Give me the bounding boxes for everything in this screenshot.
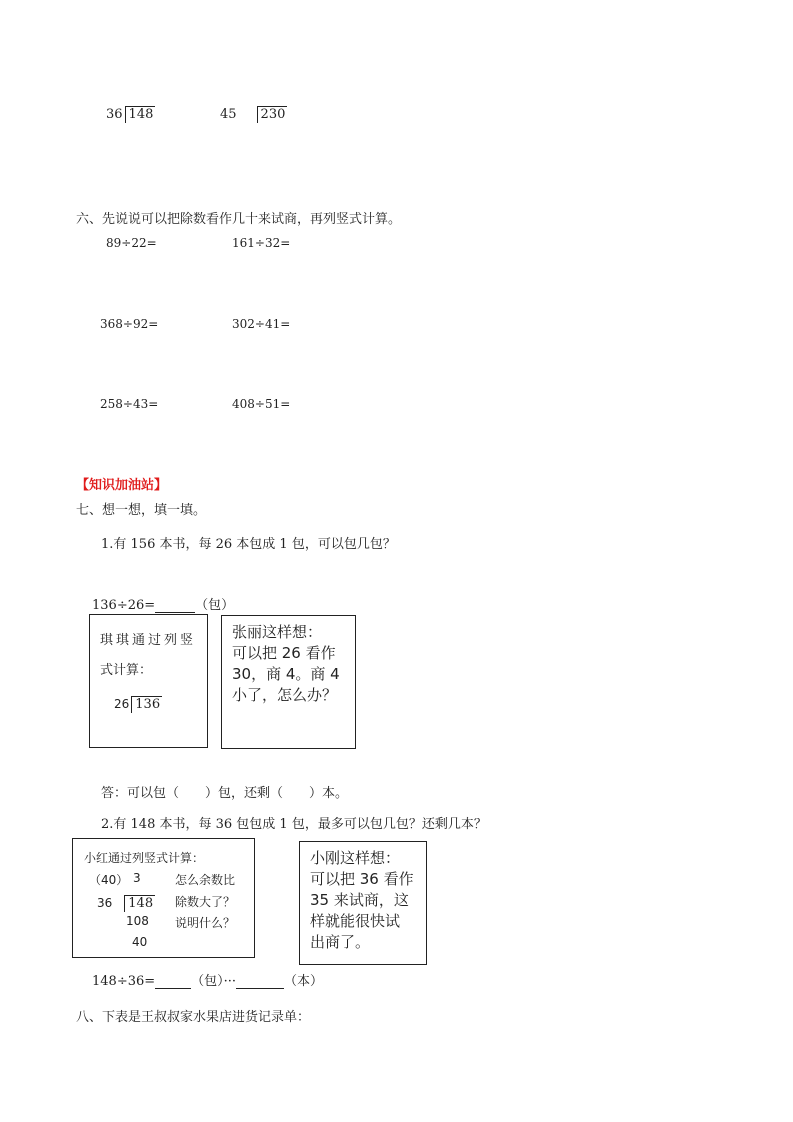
dividend: 148: [125, 106, 156, 123]
divisor: 45: [220, 107, 237, 122]
problem: 258÷43=: [100, 397, 159, 411]
long-division-2: [220, 106, 287, 123]
answer-blank-packs[interactable]: [155, 974, 191, 989]
long-division-1: [106, 106, 155, 123]
question-line: 除数大了？: [175, 895, 236, 909]
question-line: 说明什么？: [175, 916, 236, 930]
q1-text: 1.有 156 本书，每 26 本包成 1 包，可以包几包？: [101, 537, 396, 552]
section8-heading: 八、下表是王叔叔家水果店进货记录单：: [76, 1010, 311, 1025]
xiaogang-line: 可以把 36 看作: [310, 870, 414, 888]
estimate: （40）: [89, 873, 129, 887]
zhangli-line: 可以把 26 看作: [232, 644, 336, 662]
section7-heading: 七、想一想，填一填。: [76, 503, 207, 518]
q2-equation-line: [92, 970, 323, 989]
dividend: 230: [257, 106, 288, 123]
zhangli-line: 小了，怎么办？: [232, 686, 338, 704]
xiaogang-line: 35 来试商，这: [310, 891, 409, 909]
dividend: 136: [131, 696, 162, 713]
section6-heading: 六、先说说可以把除数看作几十来试商，再列竖式计算。: [76, 212, 402, 227]
q2-text: 2.有 148 本书，每 36 包包成 1 包，最多可以包几包？还剩几本？: [101, 817, 487, 832]
product: 108: [126, 914, 149, 928]
zhangli-line: 张丽这样想：: [232, 623, 323, 641]
quotient: 3: [133, 871, 141, 885]
q1-answer: 答：可以包（ ）包，还剩（ ）本。: [101, 786, 349, 801]
problem: 302÷41=: [232, 317, 291, 331]
problem: 89÷22=: [106, 236, 157, 250]
problem: 368÷92=: [100, 317, 159, 331]
unit: （本）: [284, 974, 324, 989]
xiaohong-long-division: [97, 892, 155, 912]
qiqi-long-division: [114, 693, 162, 713]
xiaohong-title: 小红通过列竖式计算：: [84, 851, 205, 865]
zhangli-box: [221, 615, 356, 749]
equation: 136÷26=: [92, 598, 156, 613]
zhangli-line: 30，商 4。商 4: [232, 665, 340, 683]
dividend: 148: [124, 895, 155, 912]
divisor: 36: [106, 107, 123, 122]
equation: 148÷36=: [92, 974, 156, 989]
divisor: 26: [114, 697, 130, 711]
answer-blank[interactable]: [155, 598, 195, 613]
answer-blank-remainder[interactable]: [236, 974, 284, 989]
qiqi-box: [89, 614, 208, 748]
problem: 408÷51=: [232, 397, 291, 411]
xiaogang-line: 出商了。: [310, 933, 371, 951]
divisor: 36: [97, 896, 113, 910]
problem: 161÷32=: [232, 236, 291, 250]
qiqi-line1: 琪琪通过列竖: [100, 633, 197, 648]
xiaogang-line: 样就能很快试: [310, 912, 401, 930]
unit: （包）: [195, 598, 235, 613]
xiaogang-line: 小刚这样想：: [310, 849, 401, 867]
xiaohong-box: [72, 838, 255, 958]
unit: （包）···: [191, 974, 237, 989]
knowledge-tag: 【知识加油站】: [76, 478, 168, 493]
question-line: 怎么余数比: [175, 873, 236, 887]
qiqi-line2: 式计算：: [100, 663, 153, 678]
xiaogang-box: [299, 841, 427, 965]
remainder: 40: [132, 935, 148, 949]
q1-equation-line: [92, 594, 234, 613]
